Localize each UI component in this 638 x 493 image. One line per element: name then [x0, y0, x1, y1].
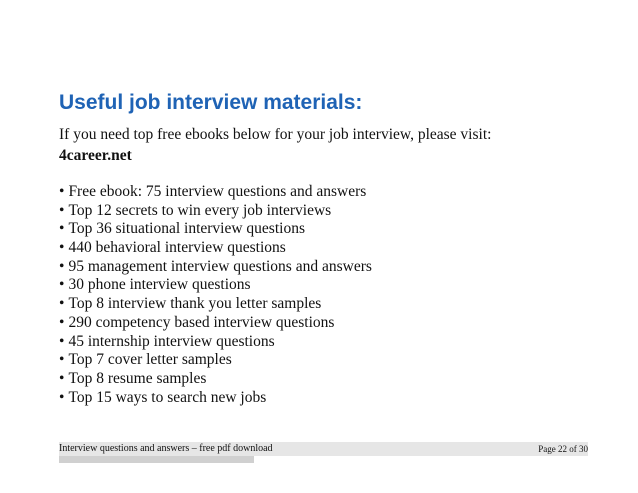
bullet-icon: • [59, 369, 65, 387]
list-item [59, 276, 372, 295]
list-item-text: Top 8 interview thank you letter samples [68, 295, 322, 313]
list-item [59, 333, 372, 352]
materials-list [59, 183, 372, 407]
list-item [59, 239, 372, 258]
list-item [59, 220, 372, 239]
bullet-icon: • [59, 239, 65, 257]
list-item-text: 30 phone interview questions [68, 276, 251, 294]
bullet-icon: • [59, 351, 65, 369]
list-item [59, 183, 372, 202]
list-item-text: Top 12 secrets to win every job interviews [68, 201, 332, 219]
list-item-text: Top 15 ways to search new jobs [68, 388, 267, 406]
bullet-icon: • [59, 183, 65, 200]
list-item [59, 370, 372, 389]
footer-title: Interview questions and answers – free pdf download [59, 443, 273, 454]
footer-bar [59, 456, 254, 463]
list-item [59, 351, 372, 370]
page-heading: Useful job interview materials: [59, 91, 363, 114]
bullet-icon: • [59, 332, 65, 350]
list-item-text: Top 36 situational interview questions [68, 220, 305, 238]
bullet-icon: • [59, 313, 65, 331]
list-item [59, 258, 372, 277]
bullet-icon: • [59, 220, 65, 238]
list-item-text: 440 behavioral interview questions [68, 239, 286, 257]
bullet-icon: • [59, 276, 65, 294]
bullet-icon: • [59, 201, 65, 219]
list-item-text: Free ebook: 75 interview questions and answers [68, 183, 367, 200]
list-item [59, 295, 372, 314]
bullet-icon: • [59, 257, 65, 275]
list-item-text: Top 8 resume samples [68, 369, 207, 387]
list-item-text: 45 internship interview questions [68, 332, 275, 350]
list-item-text: Top 7 cover letter samples [68, 351, 232, 369]
page-number: Page 22 of 30 [538, 444, 588, 454]
site-link[interactable]: 4career.net [59, 147, 132, 164]
bullet-icon: • [59, 295, 65, 313]
bullet-icon: • [59, 388, 65, 406]
list-item [59, 314, 372, 333]
list-item-text: 95 management interview questions and answers [68, 257, 372, 275]
list-item [59, 202, 372, 221]
list-item-text: 290 competency based interview questions [68, 313, 335, 331]
intro-text: If you need top free ebooks below for your job interview, please visit: [59, 126, 492, 143]
list-item [59, 389, 372, 408]
